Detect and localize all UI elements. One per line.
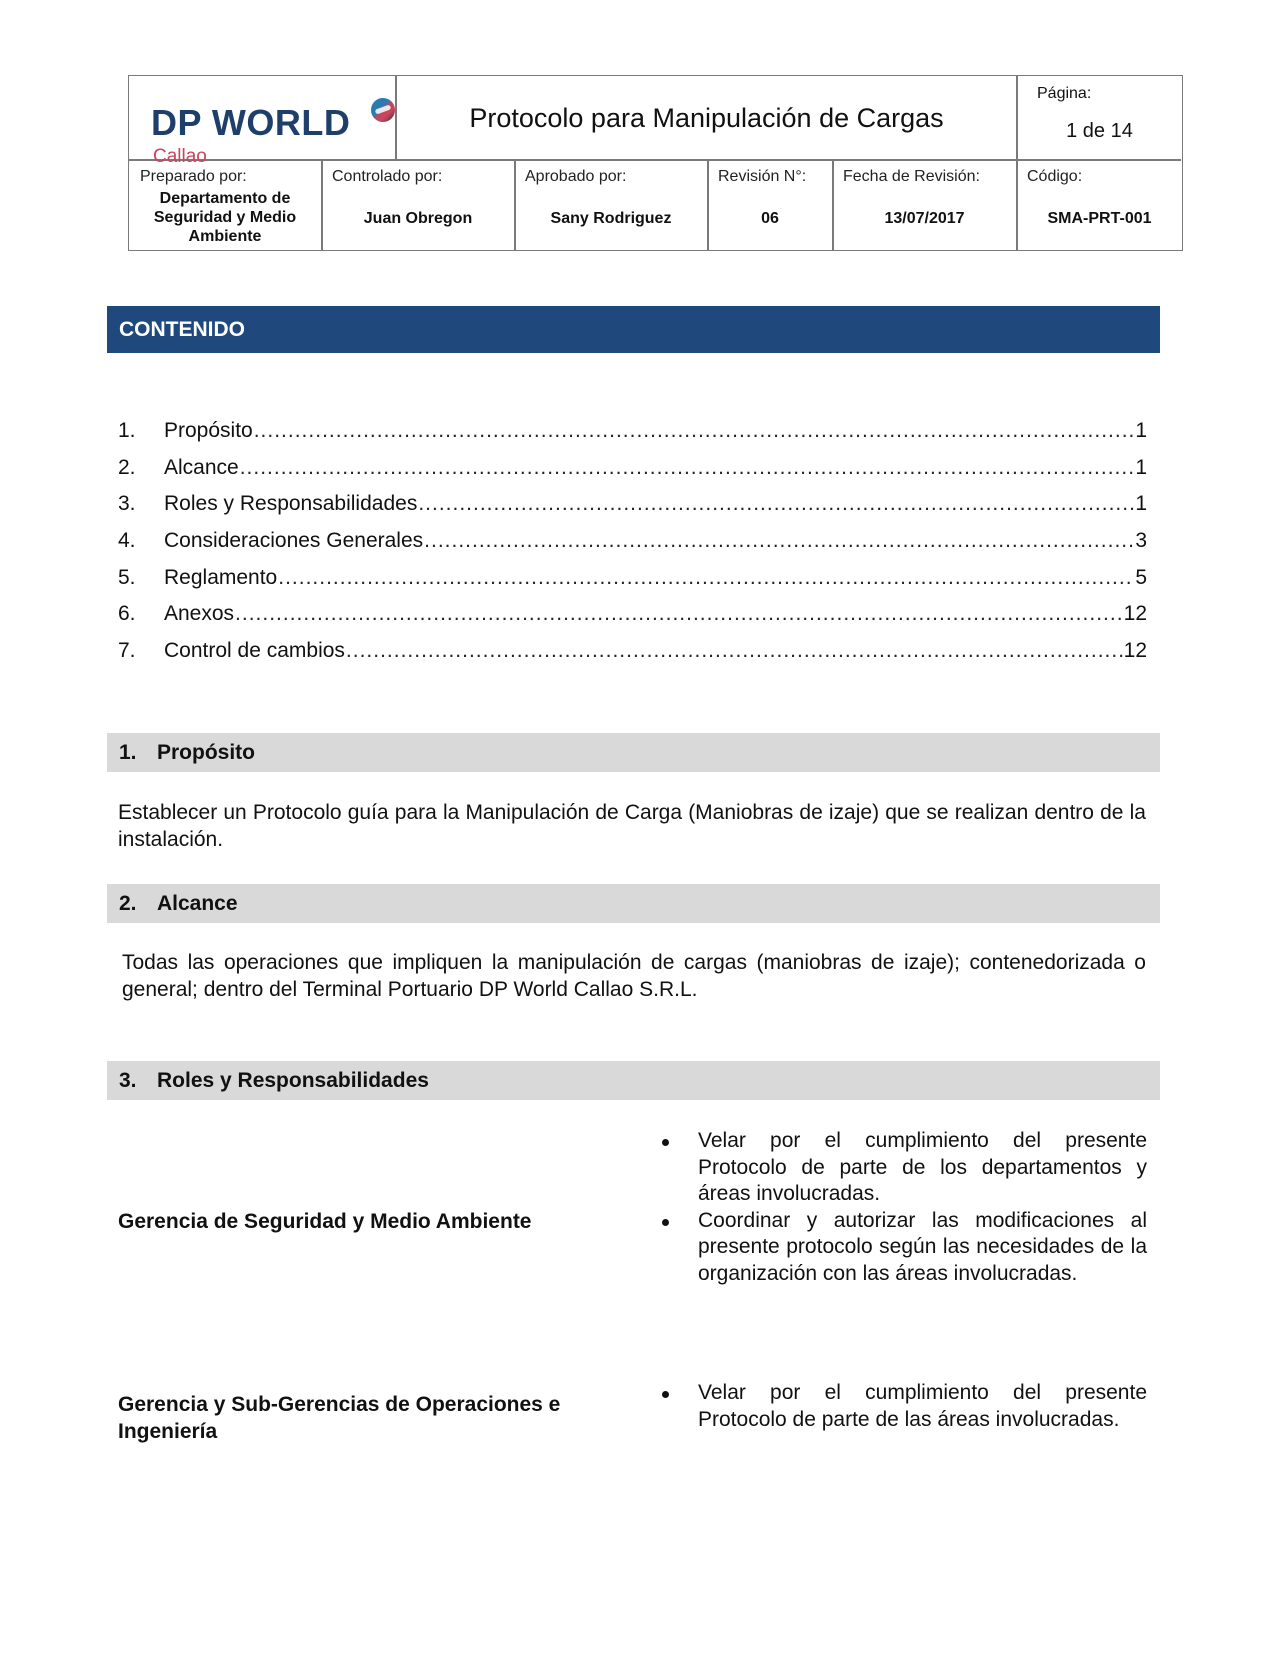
document-header-table xyxy=(128,75,1183,251)
role-duties-list xyxy=(660,1128,1147,1288)
duty-item xyxy=(660,1128,1147,1208)
toc-item[interactable] xyxy=(118,492,1147,520)
toc-item-text: Alcance xyxy=(164,456,239,479)
page-label: Página: xyxy=(1037,85,1092,102)
section-body-alcance: Todas las operaciones que impliquen la manipulación de cargas (maniobras de izaje); contenedorizada o general; dentro del Terminal Portuario DP World Callao S.R.L. xyxy=(122,951,1146,1001)
section-heading-alcance xyxy=(107,884,1160,923)
toc-leader-dots xyxy=(346,639,1123,663)
toc-leader-dots xyxy=(278,566,1134,590)
toc-item-number: 7. xyxy=(118,639,136,662)
code-label: Código: xyxy=(1027,168,1083,185)
toc-item-number: 6. xyxy=(118,602,136,625)
toc-item-number: 2. xyxy=(118,456,136,479)
toc-item-page: 1 xyxy=(1135,492,1147,515)
toc-item-text: Anexos xyxy=(164,602,235,625)
section-heading-proposito xyxy=(107,733,1160,772)
toc-leader-dots xyxy=(235,602,1123,626)
toc-item[interactable] xyxy=(118,639,1147,667)
bullet-icon xyxy=(662,1219,669,1226)
toc-item-page: 12 xyxy=(1123,602,1147,625)
duty-item xyxy=(660,1208,1147,1288)
toc-leader-dots xyxy=(424,529,1134,553)
section-number: 2. xyxy=(119,891,137,915)
section-title: Propósito xyxy=(157,740,255,764)
document-title: Protocolo para Manipulación de Cargas xyxy=(469,102,944,133)
prepared-by-value: Departamento de Seguridad y Medio Ambiente xyxy=(153,190,297,245)
toc-item[interactable] xyxy=(118,419,1147,447)
toc-item-page: 1 xyxy=(1135,456,1147,479)
toc-leader-dots xyxy=(240,456,1135,480)
role-name: Gerencia y Sub-Gerencias de Operaciones e Ingeniería xyxy=(118,1393,561,1443)
section-title: Alcance xyxy=(157,891,238,915)
toc-item[interactable] xyxy=(118,529,1147,557)
bullet-icon xyxy=(662,1139,669,1146)
toc-leader-dots xyxy=(254,419,1135,443)
toc-item-text: Roles y Responsabilidades xyxy=(164,492,418,515)
toc-item-number: 5. xyxy=(118,566,136,589)
prepared-by-label: Preparado por: xyxy=(140,168,247,185)
duty-text: Coordinar y autorizar las modificaciones al presente protocolo según las necesidades de la organización con las áreas involucradas. xyxy=(698,1208,1147,1285)
toc-item-text: Propósito xyxy=(164,419,253,442)
toc-leader-dots xyxy=(418,492,1134,516)
toc-item[interactable] xyxy=(118,602,1147,630)
header-col-divider xyxy=(707,160,709,250)
globe-icon xyxy=(371,98,395,122)
toc-item-number: 4. xyxy=(118,529,136,552)
toc-item-text: Control de cambios xyxy=(164,639,345,662)
header-col-divider xyxy=(514,160,516,250)
role-duties-list xyxy=(660,1380,1147,1433)
contents-heading: CONTENIDO xyxy=(107,306,1160,353)
bullet-icon xyxy=(662,1391,669,1398)
toc-item[interactable] xyxy=(118,456,1147,484)
dp-world-logo xyxy=(151,96,391,166)
controlled-by-label: Controlado por: xyxy=(332,168,443,185)
revision-date-value: 13/07/2017 xyxy=(884,210,965,227)
toc-item-page: 5 xyxy=(1135,566,1147,589)
toc-item-text: Reglamento xyxy=(164,566,278,589)
section-heading-roles xyxy=(107,1061,1160,1100)
header-col-divider xyxy=(321,160,323,250)
duty-text: Velar por el cumplimiento del presente Protocolo de parte de los departamentos y áreas involucradas. xyxy=(698,1129,1147,1206)
toc-item-page: 12 xyxy=(1123,639,1147,662)
page-number: 1 de 14 xyxy=(1066,120,1133,142)
revision-date-label: Fecha de Revisión: xyxy=(843,168,980,185)
header-col-divider xyxy=(832,160,834,250)
revision-label: Revisión N°: xyxy=(718,168,807,185)
revision-value: 06 xyxy=(761,210,779,227)
toc-item-number: 1. xyxy=(118,419,136,442)
section-number: 3. xyxy=(119,1068,137,1092)
logo-brand: DP WORLD xyxy=(151,102,351,143)
section-title: Roles y Responsabilidades xyxy=(157,1068,429,1092)
toc-item-page: 1 xyxy=(1135,419,1147,442)
approved-by-label: Aprobado por: xyxy=(525,168,627,185)
toc-item-page: 3 xyxy=(1135,529,1147,552)
controlled-by-value: Juan Obregon xyxy=(363,210,473,227)
toc-item[interactable] xyxy=(118,566,1147,594)
logo-location: Callao xyxy=(153,146,207,167)
approved-by-value: Sany Rodriguez xyxy=(550,210,672,227)
role-name: Gerencia de Seguridad y Medio Ambiente xyxy=(118,1210,532,1233)
toc-item-text: Consideraciones Generales xyxy=(164,529,424,552)
toc-item-number: 3. xyxy=(118,492,136,515)
section-number: 1. xyxy=(119,740,137,764)
section-body-proposito: Establecer un Protocolo guía para la Manipulación de Carga (Maniobras de izaje) que se realizan dentro de la instalación. xyxy=(118,801,1146,851)
duty-item xyxy=(660,1380,1147,1433)
duty-text: Velar por el cumplimiento del presente Protocolo de parte de las áreas involucradas. xyxy=(698,1381,1147,1431)
code-value: SMA-PRT-001 xyxy=(1047,210,1152,227)
